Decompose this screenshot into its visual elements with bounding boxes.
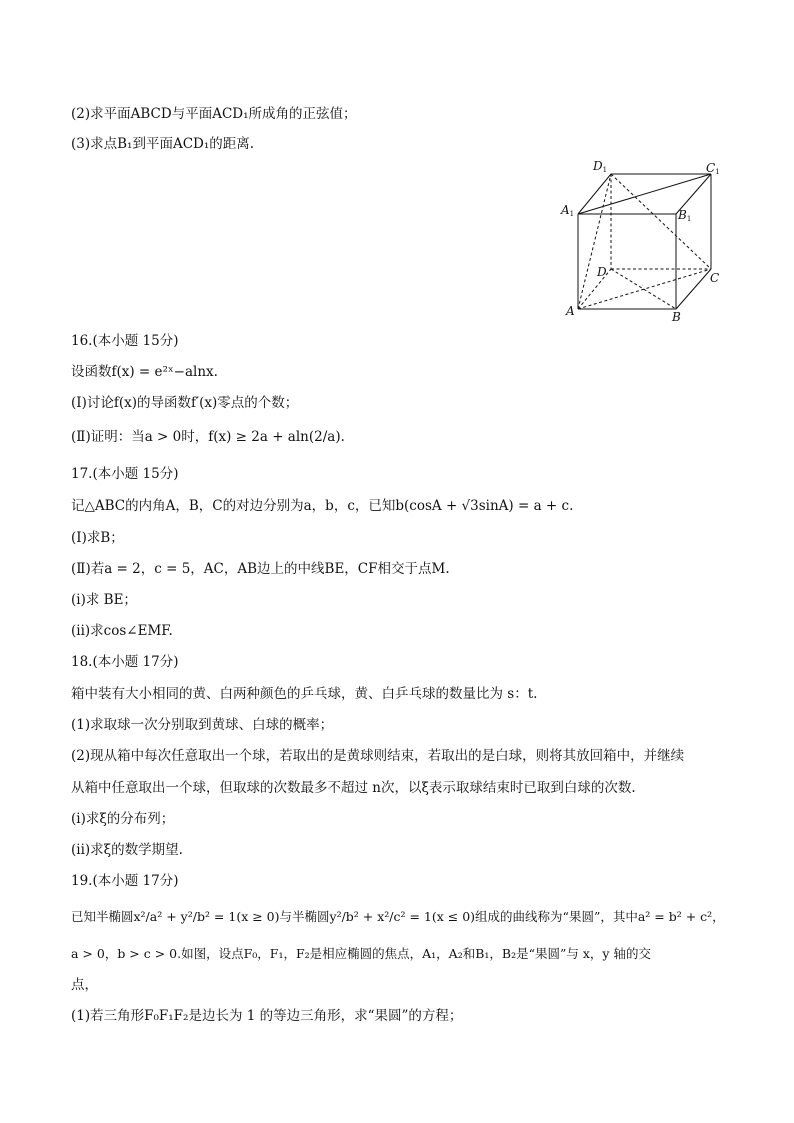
q17-part2-ii: (ii)求cos∠EMF. — [71, 623, 173, 639]
q15-part2: (2)求平面ABCD与平面ACD₁所成角的正弦值； — [71, 106, 357, 122]
q18-stem: 箱中装有大小相同的黄、白两种颜色的乒乓球，黄、白乒乓球的数量比为 s：t. — [71, 686, 538, 702]
q16-part2: (Ⅱ)证明：当a > 0时，f(x) ≥ 2a + aln(2/a). — [71, 429, 345, 445]
label-c: C — [710, 271, 720, 285]
diag-a1c1 — [578, 174, 711, 214]
label-c1: C1 — [706, 161, 720, 176]
q17-stem: 记△ABC的内角A，B，C的对边分别为a，b，c，已知b(cosA + √3sinA) = a + c. — [71, 498, 574, 514]
label-b1: B1 — [678, 208, 692, 223]
q17-part2: (Ⅱ)若a = 2，c = 5，AC，AB边上的中线BE，CF相交于点M. — [71, 561, 450, 577]
label-b: B — [672, 310, 681, 324]
q19-stem-c: 点， — [71, 977, 98, 993]
q19-stem-a: 已知半椭圆x²/a² + y²/b² = 1(x ≥ 0)与半椭圆y²/b² + x²/c² = 1(x ≤ 0)组成的曲线称为“果圆”，其中a² = b² + c²， — [71, 909, 725, 924]
q18-part2-ii: (ii)求ξ的数学期望. — [71, 842, 183, 858]
q19-stem-b: a > 0，b > c > 0.如图，设点F₀，F₁，F₂是相应椭圆的焦点，A₁，A₂和B₁，B₂是“果圆”与 x，y 轴的交 — [71, 946, 651, 961]
label-a1: A1 — [561, 203, 575, 218]
q18-part2-b: 从箱中任意取出一个球，但取球的次数最多不超过 n次，以ξ表示取球结束时已取到白球的次数. — [71, 780, 636, 796]
q19-header: 19.(本小题 17分) — [71, 873, 179, 889]
q18-part2-i: (i)求ξ的分布列； — [71, 811, 175, 827]
q17-header: 17.(本小题 15分) — [71, 466, 179, 482]
label-d: D — [597, 265, 607, 279]
q17-part1: (Ⅰ)求B； — [71, 530, 124, 546]
q16-header: 16.(本小题 15分) — [71, 333, 179, 349]
diag-d1c — [611, 174, 711, 269]
q18-part2-a: (2)现从箱中每次任意取出一个球，若取出的是黄球则结束，若取出的是白球，则将其放回箱中，并继续 — [71, 748, 685, 764]
q18-header: 18.(本小题 17分) — [71, 654, 179, 670]
label-d1: D1 — [593, 159, 608, 174]
cube-figure — [556, 152, 726, 324]
q16-stem: 设函数f(x) = e²ˣ−alnx. — [71, 364, 218, 380]
q16-part1: (Ⅰ)讨论f(x)的导函数f′(x)零点的个数； — [71, 395, 299, 411]
q17-part2-i: (i)求 BE； — [71, 592, 137, 608]
q18-part1: (1)求取球一次分别取到黄球、白球的概率； — [71, 717, 334, 733]
q15-part3: (3)求点B₁到平面ACD₁的距离. — [71, 136, 255, 152]
q19-part1: (1)若三角形F₀F₁F₂是边长为 1 的等边三角形，求“果圆”的方程； — [71, 1008, 463, 1024]
label-a: A — [566, 304, 575, 318]
edge-bc — [676, 269, 711, 309]
